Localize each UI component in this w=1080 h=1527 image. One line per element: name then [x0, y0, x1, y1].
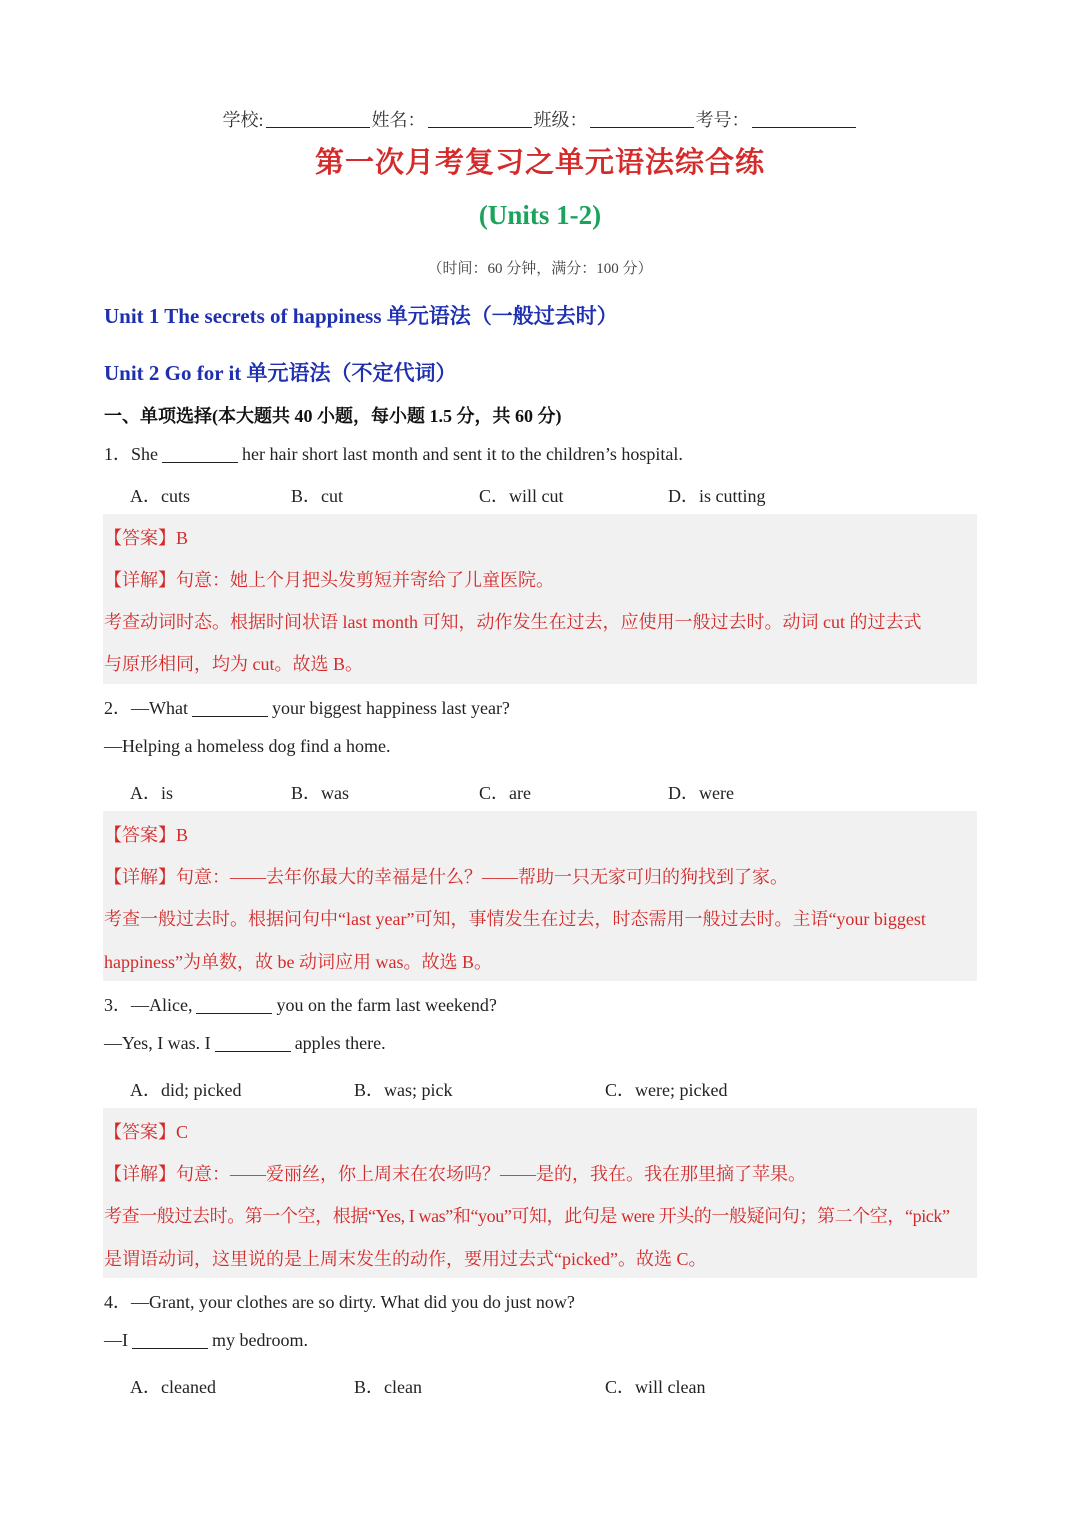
school-label: 学校:	[222, 110, 264, 130]
unit-2-heading: Unit 2 Go for it 单元语法（不定代词）	[104, 361, 457, 385]
student-info-line	[0, 106, 1080, 132]
question-4-reply-before: —I	[104, 1330, 128, 1350]
unit-1-heading: Unit 1 The secrets of happiness 单元语法（一般过去时）	[104, 304, 618, 328]
question-2-option-b[interactable]: B．was	[291, 783, 349, 803]
number-blank[interactable]	[752, 111, 856, 128]
question-3-blank-2[interactable]	[215, 1035, 291, 1052]
number-label: 考号：	[695, 110, 750, 130]
question-2-option-d[interactable]: D．were	[668, 783, 734, 803]
class-label: 班级：	[533, 110, 588, 130]
question-1-option-c[interactable]: C．will cut	[479, 486, 564, 506]
question-3-reply-before: —Yes, I was. I	[104, 1033, 211, 1053]
name-label: 姓名：	[371, 110, 426, 130]
question-1-blank[interactable]	[162, 446, 238, 463]
question-4-reply-after: my bedroom.	[212, 1330, 308, 1350]
question-2-option-a[interactable]: A．is	[130, 783, 174, 803]
question-2-explain-1: 考查一般过去时。根据问句中“last year”可知，事情发生在过去，时态需用一般过去时。主语“your biggest	[104, 909, 926, 929]
question-3-option-c[interactable]: C．were; picked	[605, 1080, 728, 1100]
class-blank[interactable]	[590, 111, 694, 128]
question-2-stem-after: your biggest happiness last year?	[271, 698, 510, 718]
question-2-option-c[interactable]: C．are	[479, 783, 531, 803]
section-title: 一、单项选择(本大题共 40 小题，每小题 1.5 分，共 60 分)	[104, 406, 562, 426]
question-1-detail: 【详解】句意：她上个月把头发剪短并寄给了儿童医院。	[104, 570, 554, 590]
question-1-option-b[interactable]: B．cut	[291, 486, 343, 506]
question-4-option-b[interactable]: B．clean	[354, 1377, 422, 1397]
question-2-answer: 【答案】B	[104, 825, 189, 845]
question-1-explain-1: 考查动词时态。根据时间状语 last month 可知，动作发生在过去，应使用一般过去时。动词 cut 的过去式	[104, 612, 922, 632]
question-4-option-c[interactable]: C．will clean	[605, 1377, 706, 1397]
question-1-stem-after: her hair short last month and sent it to the children’s hospital.	[242, 444, 683, 464]
question-4-reply	[104, 1330, 308, 1351]
time-info: （时间：60 分钟，满分：100 分）	[427, 261, 653, 277]
question-3-answer: 【答案】C	[104, 1122, 189, 1142]
question-3-explain-1: 考查一般过去时。第一个空，根据“Yes, I was”和“you”可知，此句是 were 开头的一般疑问句；第二个空，“pick”	[104, 1206, 950, 1226]
question-1-explain-2: 与原形相同，均为 cut。故选 B。	[104, 654, 363, 674]
question-4-blank[interactable]	[132, 1332, 208, 1349]
question-3-option-b[interactable]: B．was; pick	[354, 1080, 453, 1100]
question-3-option-a[interactable]: A．did; picked	[130, 1080, 242, 1100]
question-2-stem-before: 2．—What	[104, 698, 188, 718]
question-1-option-d[interactable]: D．is cutting	[668, 486, 766, 506]
question-4-stem: 4．—Grant, your clothes are so dirty. What did you do just now?	[104, 1292, 575, 1312]
question-1-stem	[104, 440, 683, 466]
name-blank[interactable]	[428, 111, 532, 128]
question-3-blank-1[interactable]	[196, 997, 272, 1014]
question-1-answer: 【答案】B	[104, 528, 189, 548]
question-3-detail: 【详解】句意：——爱丽丝，你上周末在农场吗？——是的，我在。我在那里摘了苹果。	[104, 1164, 806, 1184]
question-2-detail: 【详解】句意：——去年你最大的幸福是什么？——帮助一只无家可归的狗找到了家。	[104, 867, 788, 887]
question-1-stem-before: 1．She	[104, 444, 158, 464]
question-2-reply: —Helping a homeless dog find a home.	[104, 736, 391, 756]
question-2-blank[interactable]	[192, 700, 268, 717]
question-3-stem-before: 3．—Alice,	[104, 995, 193, 1015]
question-2-explain-2: happiness”为单数，故 be 动词应用 was。故选 B。	[104, 952, 492, 972]
question-3-reply	[104, 1033, 386, 1054]
question-3-explain-2: 是谓语动词，这里说的是上周末发生的动作，要用过去式“picked”。故选 C。	[104, 1249, 707, 1269]
question-3-stem	[104, 991, 497, 1017]
question-1-option-a[interactable]: A．cuts	[130, 486, 190, 506]
page-subtitle: (Units 1-2)	[478, 200, 602, 230]
page-title: 第一次月考复习之单元语法综合练	[314, 147, 765, 179]
question-2-stem	[104, 694, 510, 720]
question-3-stem-after: you on the farm last weekend?	[276, 995, 497, 1015]
question-4-option-a[interactable]: A．cleaned	[130, 1377, 216, 1397]
question-3-reply-after: apples there.	[294, 1033, 386, 1053]
school-blank[interactable]	[266, 111, 370, 128]
